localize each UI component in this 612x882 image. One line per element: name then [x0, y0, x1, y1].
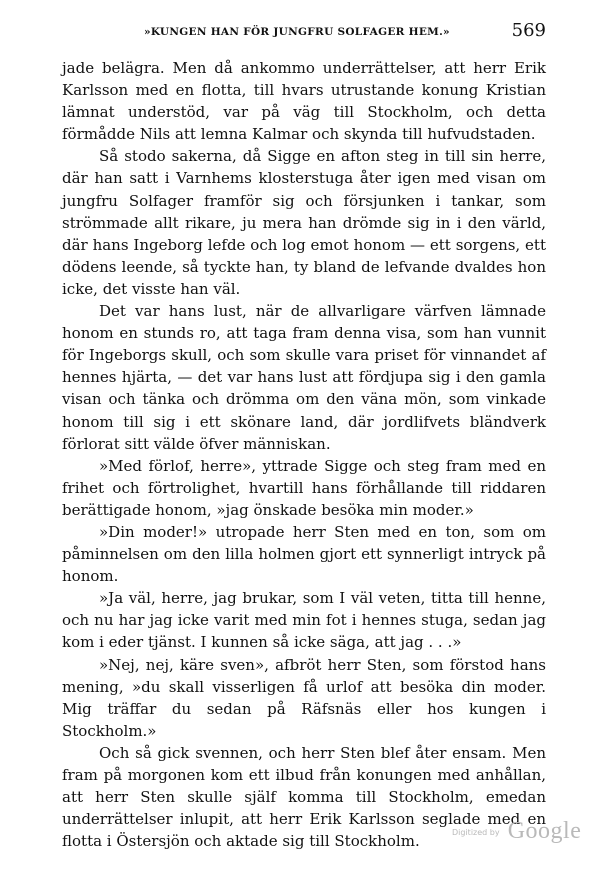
watermark-prefix: Digitized by: [452, 828, 500, 837]
paragraph: Det var hans lust, när de allvarligare värfven lämnade honom en stunds ro, att taga fram denna visa, som han vunnit för Ingeborgs skull, och som skulle vara priset för vinnandet af hennes hjärta, — det var hans lust att fördjupa sig i den gamla visan och tänka och drömma om den väna mön, som vinkade honom till sig i ett skönare land, där jordlifvets bländverk förlorat sitt välde öfver människan.: [62, 302, 546, 453]
watermark-brand: Google: [507, 818, 582, 844]
paragraph: Så stodo sakerna, då Sigge en afton steg in till sin herre, där han satt i Varnhems klosterstuga åter igen med visan om jungfru Solfager framför sig och försjunken i tankar, som strömmade allt rikare, ju mera han drömde sig in i den värld, där hans Ingeborg lefde och log emot honom — ett sorgens, ett dödens leende, så tyckte han, ty bland de lefvande dvaldes hon icke, det visste han väl.: [62, 147, 546, 298]
page-header: [62, 20, 546, 44]
paragraph: »Med förlof, herre», yttrade Sigge och steg fram med en frihet och förtrolighet, hvartill hans förhållande till riddaren berättigade honom, »jag önskade besöka min moder.»: [62, 456, 546, 519]
body-text: [62, 57, 546, 852]
paragraph: jade belägra. Men då ankommo underrättelser, att herr Erik Karlsson med en flotta, till hvars utrustande konung Kristian lämnat understöd, var på väg till Stockholm, och detta förmådde Nils att lemna Kalmar och skynda till hufvudstaden.: [62, 59, 546, 144]
paragraph: »Ja väl, herre, jag brukar, som I väl veten, titta till henne, och nu har jag icke varit med min fot i hennes stuga, sedan jag kom i eder tjänst. I kunnen så icke säga, att jag . . .»: [62, 589, 546, 652]
page-number: 569: [511, 20, 546, 41]
paragraph: »Din moder!» utropade herr Sten med en ton, som om påminnelsen om den lilla holmen gjort ett synnerligt intryck på honom.: [62, 522, 546, 586]
paragraph: »Nej, nej, käre sven», afbröt herr Sten, som förstod hans mening, »du skall visserligen få urlof att besöka din moder. Mig träffar du sedan på Räfsnäs eller hos kungen i Stockholm.»: [62, 655, 546, 740]
digitized-by-google-watermark: [452, 818, 581, 846]
paragraph: Och så gick svennen, och herr Sten blef åter ensam. Men fram på morgonen kom ett ilbud från konungen med anhållan, att herr Sten skulle själf komma till Stockholm, emedan underrättelser inlupit, att herr Erik Karlsson seglade med en flotta i Östersjön och aktade sig till Stockholm.: [62, 743, 546, 851]
running-title: »KUNGEN HAN FÖR JUNGFRU SOLFAGER HEM.»: [144, 26, 450, 38]
